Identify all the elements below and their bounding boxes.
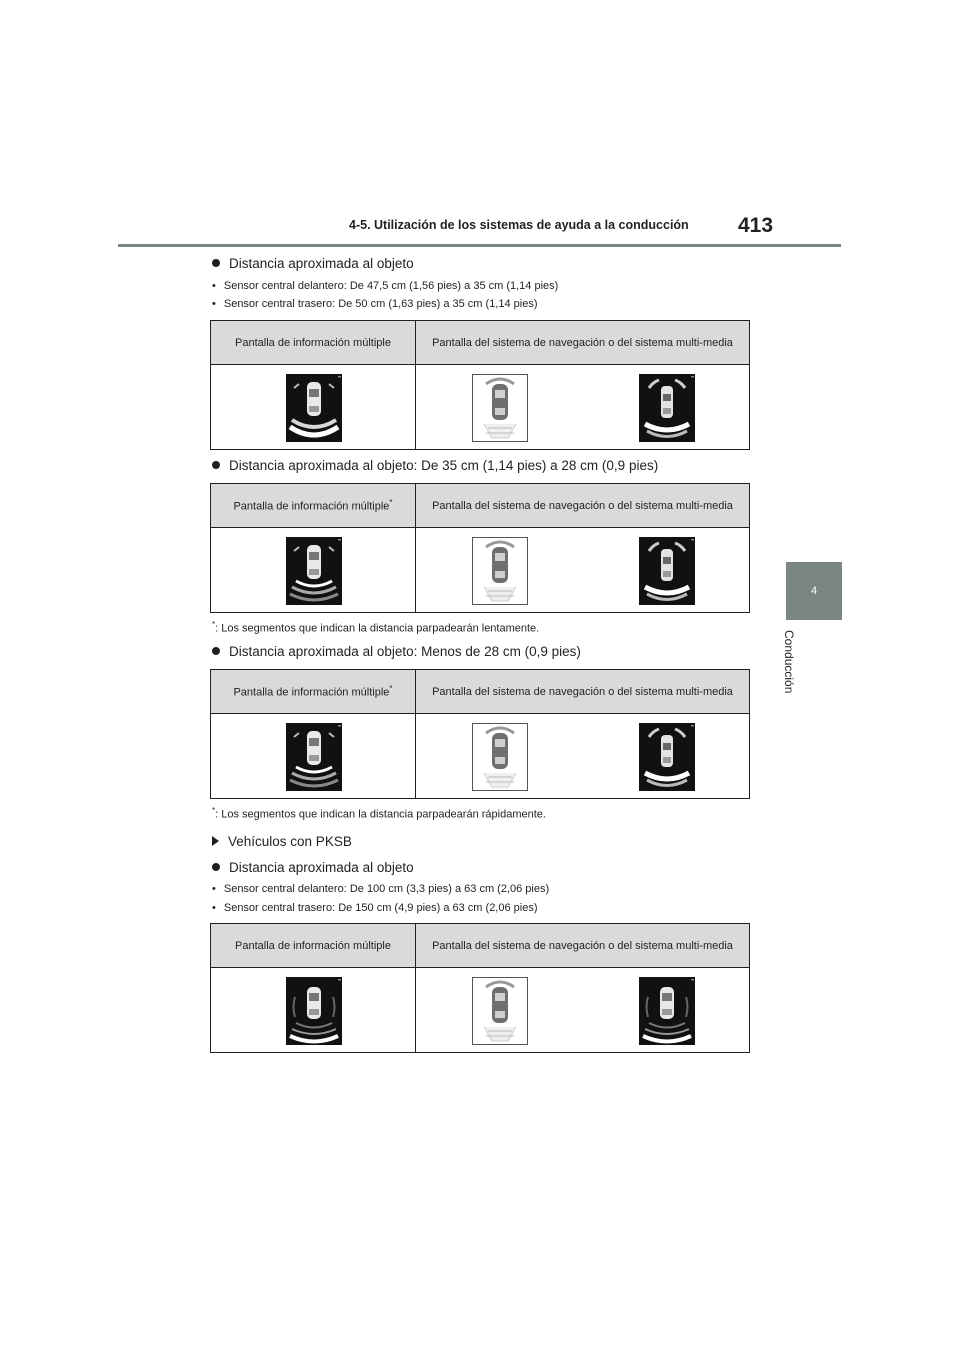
parking-sensor-dark-display-icon bbox=[286, 374, 342, 442]
section4-bullet-1: • Sensor central delantero: De 100 cm (3,3 pies) a 63 cm (2,06 pies) bbox=[212, 883, 549, 895]
table-header-nav: Pantalla del sistema de navegación o del sistema multi-media bbox=[416, 321, 750, 365]
table-header-nav: Pantalla del sistema de navegación o del sistema multi-media bbox=[416, 484, 750, 528]
table-header-mid: Pantalla de información múltiple bbox=[211, 321, 416, 365]
section1-heading: Distancia aproximada al objeto bbox=[212, 256, 414, 271]
table-header-mid: Pantalla de información múltiple bbox=[211, 924, 416, 968]
bullet-dot-icon bbox=[212, 461, 220, 469]
bullet-dot-icon bbox=[212, 259, 220, 267]
section1-bullet-2: • Sensor central trasero: De 50 cm (1,63 pies) a 35 cm (1,14 pies) bbox=[212, 298, 538, 310]
chapter-tab: 4 bbox=[786, 562, 842, 620]
table-header-mid: Pantalla de información múltiple* bbox=[211, 670, 416, 714]
parking-sensor-dark-display-icon bbox=[639, 374, 695, 442]
section2-note: *: Los segmentos que indican la distancia parpadearán lentamente. bbox=[212, 620, 540, 635]
section-title: 4-5. Utilización de los sistemas de ayuda a la conducción bbox=[349, 218, 689, 232]
table-header-nav: Pantalla del sistema de navegación o del sistema multi-media bbox=[416, 670, 750, 714]
parking-sensor-dark-display-icon bbox=[639, 537, 695, 605]
section4-subheading: Vehículos con PKSB bbox=[212, 834, 352, 849]
parking-sensor-dark-display-icon bbox=[639, 977, 695, 1045]
parking-sensor-light-display-icon bbox=[472, 374, 528, 442]
parking-sensor-light-display-icon bbox=[472, 977, 528, 1045]
section4-bullet-2: • Sensor central trasero: De 150 cm (4,9 pies) a 63 cm (2,06 pies) bbox=[212, 902, 538, 914]
triangle-marker-icon bbox=[212, 836, 219, 846]
section3-note: *: Los segmentos que indican la distancia parpadearán rápidamente. bbox=[212, 806, 546, 821]
parking-sensor-dark-display-icon bbox=[286, 537, 342, 605]
parking-sensor-dark-display-icon bbox=[286, 723, 342, 791]
table-header-mid: Pantalla de información múltiple* bbox=[211, 484, 416, 528]
parking-sensor-dark-display-icon bbox=[286, 977, 342, 1045]
section2-heading: Distancia aproximada al objeto: De 35 cm (1,14 pies) a 28 cm (0,9 pies) bbox=[212, 458, 658, 473]
header-rule bbox=[118, 244, 841, 247]
section3-heading: Distancia aproximada al objeto: Menos de 28 cm (0,9 pies) bbox=[212, 644, 581, 659]
bullet-dot-icon bbox=[212, 863, 220, 871]
parking-sensor-light-display-icon bbox=[472, 723, 528, 791]
bullet-dot-icon bbox=[212, 647, 220, 655]
page-number: 413 bbox=[738, 214, 774, 237]
section4-heading: Distancia aproximada al objeto bbox=[212, 860, 414, 875]
section2-table bbox=[210, 483, 750, 613]
parking-sensor-light-display-icon bbox=[472, 537, 528, 605]
section1-table bbox=[210, 320, 750, 450]
chapter-label-box bbox=[780, 630, 810, 710]
table-header-nav: Pantalla del sistema de navegación o del sistema multi-media bbox=[416, 924, 750, 968]
parking-sensor-dark-display-icon bbox=[639, 723, 695, 791]
section4-table bbox=[210, 923, 750, 1053]
section3-table bbox=[210, 669, 750, 799]
section1-bullet-1: • Sensor central delantero: De 47,5 cm (1,56 pies) a 35 cm (1,14 pies) bbox=[212, 280, 558, 292]
chapter-label: Conducción bbox=[782, 630, 796, 694]
